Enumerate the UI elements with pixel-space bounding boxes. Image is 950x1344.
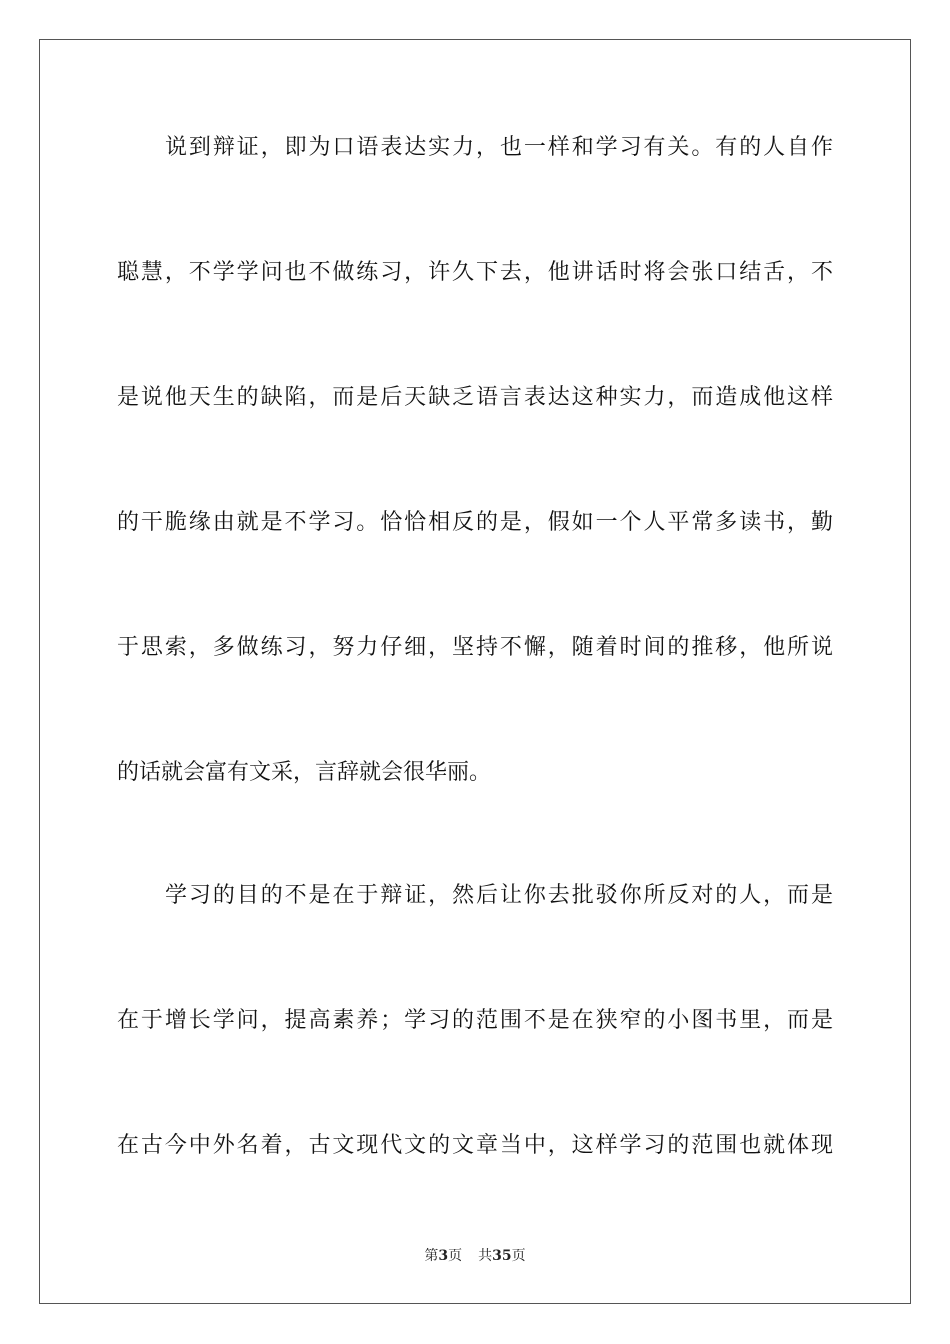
paragraph-1-line-4: 的干脆缘由就是不学习。恰恰相反的是，假如一个人平常多读书，勤 <box>117 510 833 535</box>
paragraph-1-line-5: 于思索，多做练习，努力仔细，坚持不懈，随着时间的推移，他所说 <box>117 635 833 660</box>
paragraph-2-line-1: 学习的目的不是在于辩证，然后让你去批驳你所反对的人，而是 <box>165 883 833 908</box>
footer-current-page: 3 <box>438 1248 449 1264</box>
footer-page-word: 页 <box>448 1248 463 1264</box>
footer-prefix: 第 <box>424 1248 439 1264</box>
footer-total-prefix: 共 <box>478 1248 493 1264</box>
page-footer <box>0 1246 950 1266</box>
paragraph-1-line-1: 说到辩证，即为口语表达实力，也一样和学习有关。有的人自作 <box>165 135 833 160</box>
footer-total-pages: 35 <box>492 1248 512 1264</box>
footer-total-suffix: 页 <box>511 1248 526 1264</box>
paragraph-1-line-6: 的话就会富有文采，言辞就会很华丽。 <box>117 760 492 785</box>
paragraph-2-line-2: 在于增长学问，提高素养；学习的范围不是在狭窄的小图书里，而是 <box>117 1008 833 1033</box>
paragraph-2-line-3: 在古今中外名着，古文现代文的文章当中，这样学习的范围也就体现 <box>117 1133 833 1158</box>
paragraph-1-line-3: 是说他天生的缺陷，而是后天缺乏语言表达这种实力，而造成他这样 <box>117 385 833 410</box>
page-border <box>39 39 911 1304</box>
paragraph-1-line-2: 聪慧，不学学问也不做练习，许久下去，他讲话时将会张口结舌，不 <box>117 260 833 285</box>
